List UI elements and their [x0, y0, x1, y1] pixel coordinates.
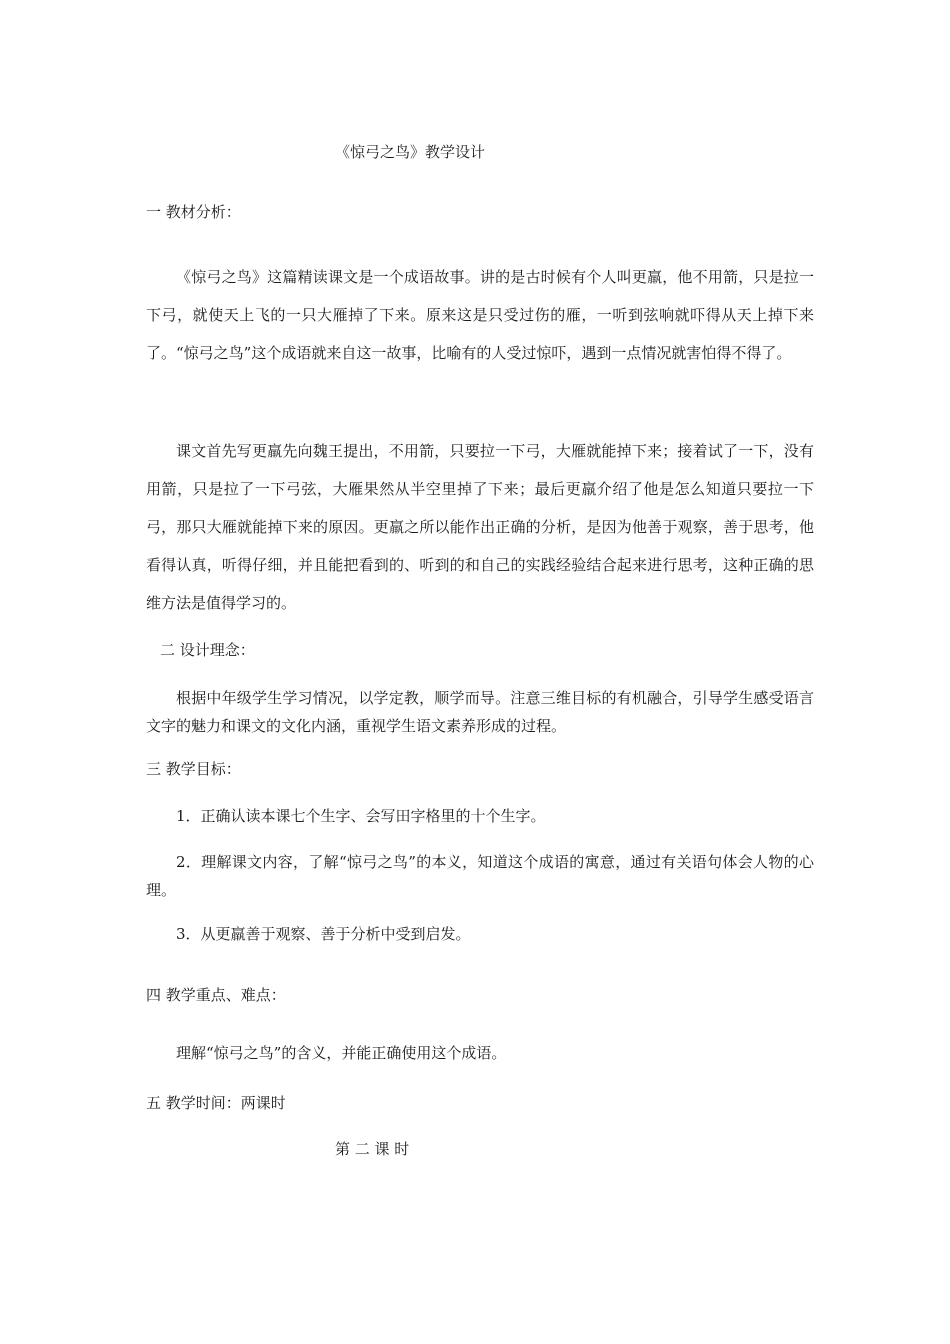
section-4-heading: 四 教学重点、难点：	[146, 986, 286, 1004]
document-title: 《惊弓之鸟》教学设计	[335, 143, 486, 161]
teaching-goal-2: 2．理解课文内容，了解“惊弓之鸟”的本义，知道这个成语的寓意，通过有关语句体会人物的心理。	[146, 853, 814, 899]
section-5-heading: 五 教学时间：两课时	[146, 1094, 286, 1112]
section-4-paragraph: 理解“惊弓之鸟”的含义，并能正确使用这个成语。	[176, 1044, 507, 1062]
section-1-paragraph-1: 《惊弓之鸟》这篇精读课文是一个成语故事。讲的是古时候有个人叫更羸，他不用箭，只是拉一下弓，就使天上飞的一只大雁掉了下来。原来这是只受过伤的雁，一听到弦响就吓得从天上掉下来了。“惊弓之鸟”这个成语就来自这一故事，比喻有的人受过惊吓，遇到一点情况就害怕得不得了。	[146, 268, 814, 362]
teaching-goal-1: 1．正确认读本课七个生字、会写田字格里的十个生字。	[176, 807, 546, 825]
teaching-goal-3: 3．从更羸善于观察、善于分析中受到启发。	[176, 925, 471, 943]
section-1-heading: 一 教材分析：	[146, 203, 241, 221]
lesson-heading: 第 二 课 时	[335, 1140, 410, 1158]
section-3-heading: 三 教学目标：	[146, 760, 241, 778]
section-2-heading: 二 设计理念：	[160, 641, 255, 659]
section-1-paragraph-2: 课文首先写更羸先向魏王提出，不用箭，只要拉一下弓，大雁就能掉下来；接着试了一下，没有用箭，只是拉了一下弓弦，大雁果然从半空里掉了下来；最后更羸介绍了他是怎么知道只要拉一下弓，那只大雁就能掉下来的原因。更羸之所以能作出正确的分析，是因为他善于观察，善于思考，他看得认真，听得仔细，并且能把看到的、听到的和自己的实践经验结合起来进行思考，这种正确的思维方法是值得学习的。	[146, 442, 814, 612]
section-2-paragraph: 根据中年级学生学习情况，以学定教，顺学而导。注意三维目标的有机融合，引导学生感受语言文字的魅力和课文的文化内涵，重视学生语文素养形成的过程。	[146, 689, 814, 735]
